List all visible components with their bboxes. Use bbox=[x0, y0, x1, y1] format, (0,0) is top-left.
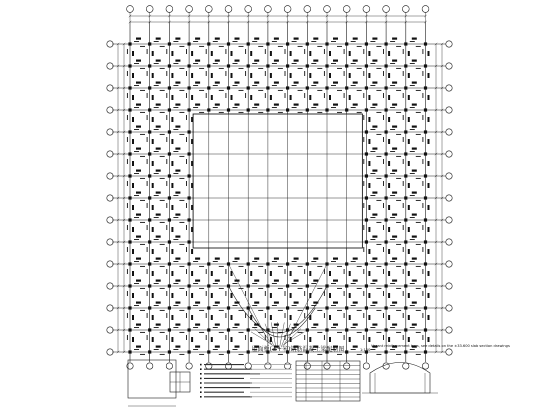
column bbox=[207, 86, 210, 89]
column bbox=[188, 328, 191, 331]
column bbox=[128, 284, 131, 287]
column bbox=[247, 86, 250, 89]
column bbox=[168, 350, 171, 353]
column bbox=[128, 262, 131, 265]
column bbox=[148, 240, 151, 243]
axis-bubble bbox=[446, 305, 452, 311]
column bbox=[365, 196, 368, 199]
axis-bubble bbox=[363, 6, 370, 13]
column bbox=[286, 64, 289, 67]
axis-bubble bbox=[446, 261, 452, 267]
column bbox=[266, 42, 269, 45]
column bbox=[424, 284, 427, 287]
column bbox=[385, 42, 388, 45]
axis-bubble bbox=[446, 327, 452, 333]
column bbox=[345, 64, 348, 67]
column bbox=[385, 262, 388, 265]
axis-bubble bbox=[245, 363, 251, 369]
column bbox=[168, 108, 171, 111]
atrium-outline bbox=[193, 114, 362, 248]
axis-bubble bbox=[343, 6, 350, 13]
column bbox=[188, 108, 191, 111]
column bbox=[345, 306, 348, 309]
column bbox=[188, 262, 191, 265]
column bbox=[168, 174, 171, 177]
axis-bubble bbox=[446, 283, 452, 289]
column bbox=[306, 86, 309, 89]
column bbox=[365, 284, 368, 287]
column bbox=[404, 152, 407, 155]
axis-bubble bbox=[403, 363, 409, 369]
column bbox=[207, 284, 210, 287]
column bbox=[404, 108, 407, 111]
column bbox=[207, 108, 210, 111]
column bbox=[404, 284, 407, 287]
column bbox=[385, 152, 388, 155]
column bbox=[148, 174, 151, 177]
column bbox=[128, 174, 131, 177]
axis-bubble bbox=[446, 173, 452, 179]
column bbox=[385, 284, 388, 287]
column bbox=[247, 328, 250, 331]
column bbox=[365, 218, 368, 221]
column bbox=[424, 108, 427, 111]
column bbox=[404, 262, 407, 265]
column bbox=[168, 86, 171, 89]
column bbox=[286, 108, 289, 111]
column bbox=[365, 42, 368, 45]
column bbox=[365, 86, 368, 89]
column bbox=[128, 130, 131, 133]
column bbox=[227, 350, 230, 353]
column bbox=[286, 42, 289, 45]
column bbox=[188, 64, 191, 67]
column bbox=[345, 108, 348, 111]
column bbox=[207, 64, 210, 67]
column bbox=[168, 240, 171, 243]
axis-bubble bbox=[166, 363, 172, 369]
column bbox=[424, 152, 427, 155]
column bbox=[188, 174, 191, 177]
axis-bubble bbox=[205, 6, 212, 13]
axis-bubble bbox=[245, 6, 252, 13]
axis-bubble bbox=[383, 363, 389, 369]
column bbox=[286, 284, 289, 287]
column bbox=[404, 174, 407, 177]
column bbox=[424, 86, 427, 89]
column bbox=[345, 350, 348, 353]
column bbox=[424, 196, 427, 199]
column bbox=[365, 108, 368, 111]
english-note: Vacant reinforcement bars, see details on the ±33.600 slab section drawings bbox=[371, 344, 510, 348]
column bbox=[168, 284, 171, 287]
column bbox=[168, 328, 171, 331]
column bbox=[424, 240, 427, 243]
column bbox=[306, 108, 309, 111]
column bbox=[385, 86, 388, 89]
drawing-title: 屋面板(±+米)钢筋混凝土梁配筋图 bbox=[251, 346, 345, 353]
column bbox=[404, 42, 407, 45]
column bbox=[227, 306, 230, 309]
column bbox=[385, 306, 388, 309]
column bbox=[325, 86, 328, 89]
column bbox=[168, 130, 171, 133]
column bbox=[365, 240, 368, 243]
column bbox=[286, 262, 289, 265]
column bbox=[385, 196, 388, 199]
column bbox=[247, 108, 250, 111]
column bbox=[365, 328, 368, 331]
axis-bubble bbox=[186, 363, 192, 369]
axis-bubble bbox=[146, 6, 153, 13]
column bbox=[345, 328, 348, 331]
column bbox=[128, 306, 131, 309]
column bbox=[148, 86, 151, 89]
column bbox=[247, 284, 250, 287]
column bbox=[188, 152, 191, 155]
column bbox=[188, 350, 191, 353]
axis-bubble bbox=[265, 363, 271, 369]
axis-bubble bbox=[422, 363, 428, 369]
axis-bubble bbox=[446, 151, 452, 157]
column bbox=[325, 64, 328, 67]
column bbox=[207, 306, 210, 309]
column bbox=[148, 284, 151, 287]
column bbox=[148, 108, 151, 111]
column bbox=[148, 130, 151, 133]
column bbox=[385, 328, 388, 331]
column bbox=[424, 350, 427, 353]
column bbox=[365, 64, 368, 67]
column bbox=[188, 196, 191, 199]
axis-bubble bbox=[225, 363, 231, 369]
column bbox=[247, 262, 250, 265]
column bbox=[128, 350, 131, 353]
column bbox=[345, 86, 348, 89]
axis-bubble bbox=[304, 363, 310, 369]
column bbox=[148, 306, 151, 309]
column bbox=[365, 130, 368, 133]
column bbox=[148, 218, 151, 221]
axis-bubble bbox=[186, 6, 193, 13]
axis-bubble bbox=[446, 129, 452, 135]
column bbox=[424, 262, 427, 265]
curved-stair-feature bbox=[229, 264, 328, 348]
column bbox=[227, 64, 230, 67]
column bbox=[404, 306, 407, 309]
column bbox=[404, 64, 407, 67]
column bbox=[207, 328, 210, 331]
column bbox=[385, 64, 388, 67]
column bbox=[385, 240, 388, 243]
column bbox=[188, 86, 191, 89]
column bbox=[385, 218, 388, 221]
column bbox=[424, 218, 427, 221]
column bbox=[148, 64, 151, 67]
axis-bubble bbox=[324, 6, 331, 13]
axis-bubble bbox=[446, 349, 452, 355]
column bbox=[148, 152, 151, 155]
axis-bubble bbox=[206, 363, 212, 369]
column bbox=[286, 86, 289, 89]
column bbox=[306, 42, 309, 45]
column bbox=[365, 152, 368, 155]
axis-bubble bbox=[446, 239, 452, 245]
column bbox=[404, 350, 407, 353]
column bbox=[266, 284, 269, 287]
column bbox=[266, 262, 269, 265]
column bbox=[227, 108, 230, 111]
column bbox=[266, 306, 269, 309]
column bbox=[168, 306, 171, 309]
column bbox=[247, 350, 250, 353]
column bbox=[424, 328, 427, 331]
axis-bubble bbox=[265, 6, 272, 13]
column bbox=[128, 218, 131, 221]
column bbox=[345, 284, 348, 287]
column bbox=[188, 218, 191, 221]
column bbox=[168, 262, 171, 265]
drawing-scale: 1:100 bbox=[360, 348, 371, 352]
axis-bubble bbox=[402, 6, 409, 13]
column bbox=[286, 306, 289, 309]
column bbox=[306, 284, 309, 287]
column bbox=[345, 262, 348, 265]
axis-bubble bbox=[127, 6, 134, 13]
column bbox=[266, 108, 269, 111]
central-atrium-opening bbox=[193, 114, 362, 248]
column bbox=[128, 108, 131, 111]
column bbox=[128, 240, 131, 243]
column bbox=[325, 42, 328, 45]
column-section-detail bbox=[128, 360, 190, 406]
column bbox=[247, 42, 250, 45]
column bbox=[306, 262, 309, 265]
column bbox=[227, 328, 230, 331]
column bbox=[404, 240, 407, 243]
axis-bubble bbox=[147, 363, 153, 369]
column bbox=[148, 350, 151, 353]
column bbox=[266, 64, 269, 67]
column bbox=[128, 196, 131, 199]
column bbox=[168, 196, 171, 199]
column bbox=[345, 42, 348, 45]
general-notes bbox=[200, 364, 292, 398]
column bbox=[404, 196, 407, 199]
column bbox=[128, 152, 131, 155]
column bbox=[168, 42, 171, 45]
column bbox=[207, 350, 210, 353]
axis-bubble bbox=[383, 6, 390, 13]
column bbox=[325, 328, 328, 331]
column bbox=[404, 218, 407, 221]
column bbox=[207, 42, 210, 45]
column bbox=[404, 328, 407, 331]
top-axis-bubbles bbox=[127, 6, 429, 22]
column bbox=[188, 42, 191, 45]
column bbox=[424, 174, 427, 177]
axis-bubble bbox=[344, 363, 350, 369]
axis-bubble bbox=[446, 195, 452, 201]
axis-bubble bbox=[324, 363, 330, 369]
column bbox=[306, 328, 309, 331]
column bbox=[128, 328, 131, 331]
column bbox=[148, 262, 151, 265]
axis-bubble bbox=[284, 6, 291, 13]
column bbox=[424, 306, 427, 309]
column bbox=[128, 42, 131, 45]
column bbox=[128, 64, 131, 67]
column bbox=[207, 262, 210, 265]
axis-bubble bbox=[446, 85, 452, 91]
column bbox=[325, 306, 328, 309]
axis-bubble bbox=[446, 41, 452, 47]
column bbox=[148, 196, 151, 199]
column bbox=[404, 86, 407, 89]
axis-bubble bbox=[446, 63, 452, 69]
column bbox=[365, 174, 368, 177]
axis-bubble bbox=[304, 6, 311, 13]
column bbox=[128, 86, 131, 89]
column bbox=[148, 42, 151, 45]
column bbox=[385, 174, 388, 177]
column bbox=[424, 130, 427, 133]
column bbox=[365, 306, 368, 309]
column bbox=[168, 218, 171, 221]
column bbox=[424, 42, 427, 45]
column bbox=[227, 42, 230, 45]
axis-bubble bbox=[363, 363, 369, 369]
column bbox=[306, 306, 309, 309]
column bbox=[227, 86, 230, 89]
column bbox=[188, 284, 191, 287]
column bbox=[385, 130, 388, 133]
axis-bubble bbox=[422, 6, 429, 13]
axis-bubble bbox=[446, 217, 452, 223]
column bbox=[385, 350, 388, 353]
column bbox=[168, 64, 171, 67]
column bbox=[188, 306, 191, 309]
column bbox=[325, 108, 328, 111]
axis-bubble bbox=[225, 6, 232, 13]
column bbox=[168, 152, 171, 155]
axis-bubble bbox=[166, 6, 173, 13]
right-axis-bubbles bbox=[446, 41, 452, 355]
column bbox=[424, 64, 427, 67]
column bbox=[306, 64, 309, 67]
column bbox=[266, 86, 269, 89]
column bbox=[188, 130, 191, 133]
column bbox=[188, 240, 191, 243]
column bbox=[148, 328, 151, 331]
column bbox=[247, 64, 250, 67]
column bbox=[385, 108, 388, 111]
column bbox=[404, 130, 407, 133]
axis-bubble bbox=[284, 363, 290, 369]
column bbox=[365, 262, 368, 265]
axis-bubble bbox=[446, 107, 452, 113]
